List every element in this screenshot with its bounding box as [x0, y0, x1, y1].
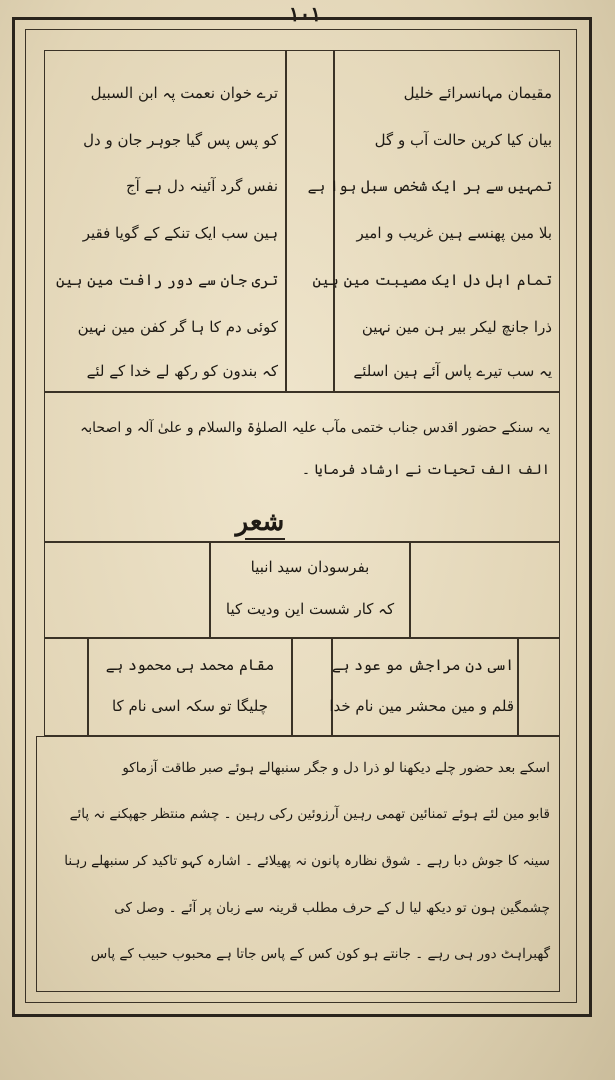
verse-line: کوئی دم کا ہا گر کفن مین نہین [77, 318, 278, 336]
verse-line: ہین سب ایک تنکے کے گویا فقیر [82, 224, 278, 242]
verse-row-left-margin [44, 638, 88, 736]
verse-line: اسی دن مراجش مو عود ہے [331, 656, 514, 674]
verse-line: نفس گرد آئینہ دل ہے آج [125, 177, 278, 195]
prose-line: الف الف تحیات نے ارشاد فرمایا ۔ [301, 462, 550, 478]
verse-right-box [329, 638, 518, 736]
prose-line: گھبراہٹ دور ہی رہے ۔ جانتے ہو کون کس کے پاس جاتا ہے محبوب حبیب کے پاس [90, 946, 550, 962]
prose-line: قابو مین لئے ہوئے تمنائین تھمی رہین آرزوئین رکی رہین ۔ چشم منتظر جھپکنے نہ پائے [69, 806, 550, 822]
verse-row-right-margin [518, 638, 560, 736]
verse-line: کہ کار شست این ودیت کیا [225, 600, 395, 618]
verse-line: مقام محمد ہی محمود ہے [105, 656, 275, 674]
verse-line: بلا مین پھنسے ہین غریب و امیر [356, 224, 552, 242]
verse-line: تری جان سے دور رافت مین ہین [56, 271, 278, 289]
verse-line: چلیگا تو سکہ اسی نام کا [111, 697, 268, 715]
verse-row-right-filler [410, 542, 560, 638]
prose-line: یہ سنکے حضور اقدس جناب ختمی مآب علیہ الصلوٰۃ والسلام و علیٰ آلہ و اصحابہ [80, 420, 550, 436]
top-gutter-box [286, 50, 334, 392]
prose-line: چشمگین ہون تو دیکھ لیا ل کے حرف مطلب قرینہ سے زبان پر آئے ۔ وصل کی [114, 900, 550, 916]
verse-line: یہ سب تیرے پاس آئے ہین اسلئے [353, 362, 552, 380]
prose-line: سینہ کا جوش دبا رہے ۔ شوق نظارہ پانون نہ پھیلائے ۔ اشارہ کہو تاکید کر سنبھلے رہنا [64, 853, 550, 869]
verse-row-gutter [292, 638, 332, 736]
heading-underline [245, 538, 285, 540]
prose-line: اسکے بعد حضور چلے دیکھنا لو ذرا دل و جگر سنبھالے ہوئے صبر طاقت آزماکو [122, 760, 550, 776]
verse-single-box [210, 542, 410, 638]
verse-line: تمہیں سے ہر ایک شخص سبل ہوا ہے [307, 177, 552, 195]
verse-line: کہ بندون کو رکھ لے خدا کے لئے [86, 362, 278, 380]
verse-row-left-filler [44, 542, 210, 638]
verse-line: بفرسودان سید انبیا [250, 558, 370, 576]
verse-line: مقیمان مہانسرائے خلیل [403, 84, 552, 102]
verse-line: ذرا جانچ لیکر بیر ہن مین نہین [361, 318, 552, 336]
verse-line: قلم و مین محشر مین نام خدا [329, 697, 514, 715]
verse-line: کو پس پس گیا جوہر جان و دل [83, 131, 278, 149]
verse-line: بیان کیا کرین حالت آب و گل [374, 131, 552, 149]
section-heading: شعر [235, 507, 285, 537]
verse-line: تمام اہل دل ایک مصیبت مین ہین [312, 271, 552, 289]
verse-line: ترے خوان نعمت پہ ابن السبیل [90, 84, 278, 102]
page-number: ۱۰۱ [288, 2, 322, 26]
verse-left-box [88, 638, 292, 736]
